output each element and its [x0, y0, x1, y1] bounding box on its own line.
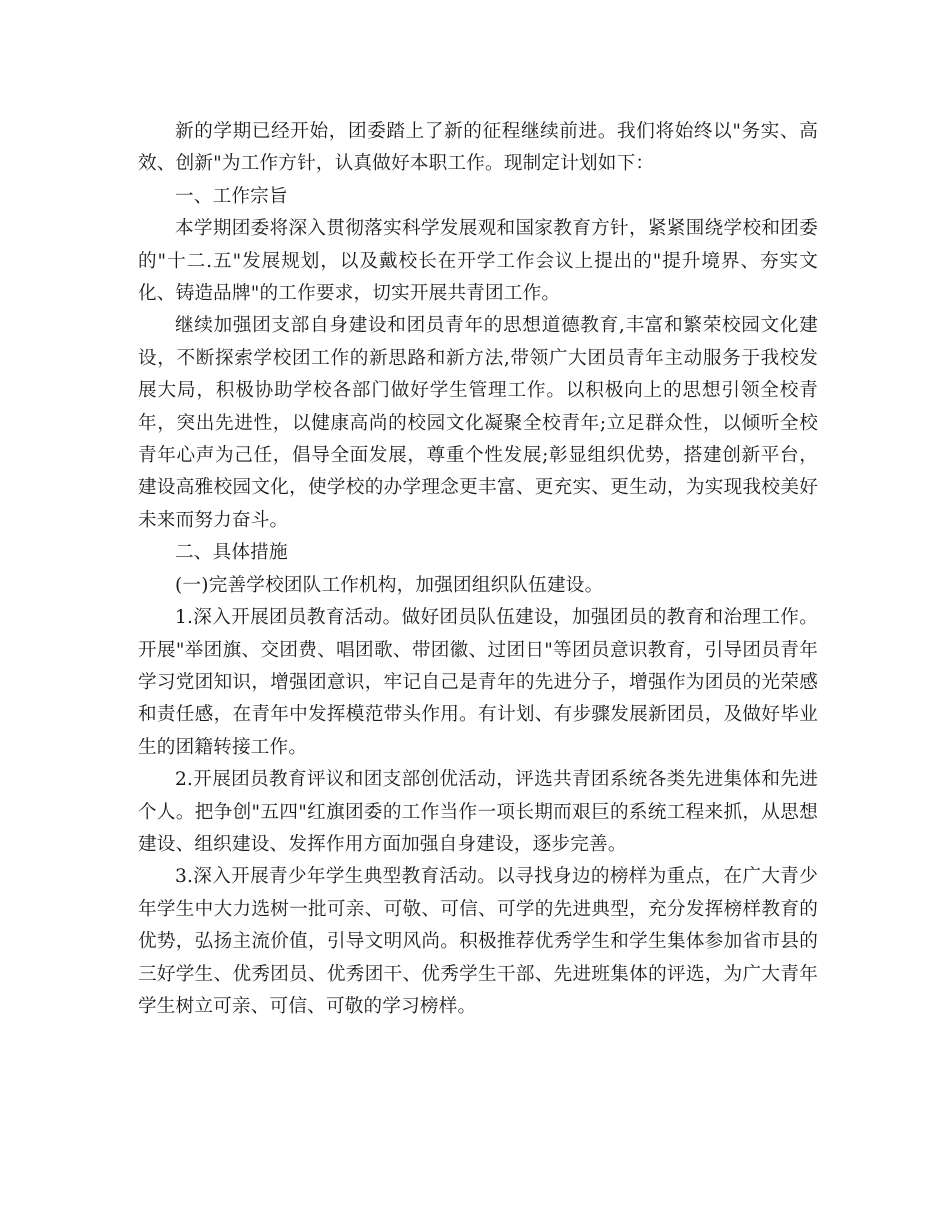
measure-item-1: 1.深入开展团员教育活动。做好团员队伍建设，加强团员的教育和治理工作。开展"举团旗、交团费、唱团歌、带团徽、过团日"等团员意识教育，引导团员青年学习党团知识，增强团意识，牢记自己是青年的先进分子，增强作为团员的光荣感和责任感，在青年中发挥模范带头作用。有计划、有步骤发展新团员，及做好毕业生的团籍转接工作。 [138, 607, 818, 758]
section-heading-purpose: 一、工作宗旨 [175, 185, 288, 207]
section-heading-measures: 二、具体措施 [175, 542, 288, 564]
measure-item-3: 3.深入开展青少年学生典型教育活动。以寻找身边的榜样为重点，在广大青少年学生中大力选树一批可亲、可敬、可信、可学的先进典型，充分发挥榜样教育的优势，弘扬主流价值，引导文明风尚。积极推荐优秀学生和学生集体参加省市县的三好学生、优秀团员、优秀团干、优秀学生干部、先进班集体的评选，为广大青年学生树立可亲、可信、可敬的学习榜样。 [138, 866, 818, 1017]
intro-paragraph: 新的学期已经开始，团委踏上了新的征程继续前进。我们将始终以"务实、高效、创新"为工作方针，认真做好本职工作。现制定计划如下： [138, 121, 818, 175]
purpose-paragraph: 本学期团委将深入贯彻落实科学发展观和国家教育方针，紧紧围绕学校和团委的"十二.五"发展规划，以及戴校长在开学工作会议上提出的"提升境界、夯实文化、铸造品牌"的工作要求，切实开展共青团工作。 [138, 218, 818, 305]
measure-item-2: 2.开展团员教育评议和团支部创优活动，评选共青团系统各类先进集体和先进个人。把争创"五四"红旗团委的工作当作一项长期而艰巨的系统工程来抓，从思想建设、组织建设、发挥作用方面加强自身建设，逐步完善。 [138, 769, 818, 855]
goals-paragraph: 继续加强团支部自身建设和团员青年的思想道德教育,丰富和繁荣校园文化建设，不断探索学校团工作的新思路和新方法,带领广大团员青年主动服务于我校发展大局，积极协助学校各部门做好学生管理工作。以积极向上的思想引领全校青年，突出先进性，以健康高尚的校园文化凝聚全校青年;立足群众性，以倾听全校青年心声为己任，倡导全面发展，尊重个性发展;彰显组织优势，搭建创新平台，建设高雅校园文化，使学校的办学理念更丰富、更充实、更生动，为实现我校美好未来而努力奋斗。 [138, 315, 818, 531]
document-body [138, 116, 818, 1023]
subsection-heading: (一)完善学校团队工作机构，加强团组织队伍建设。 [175, 574, 604, 596]
